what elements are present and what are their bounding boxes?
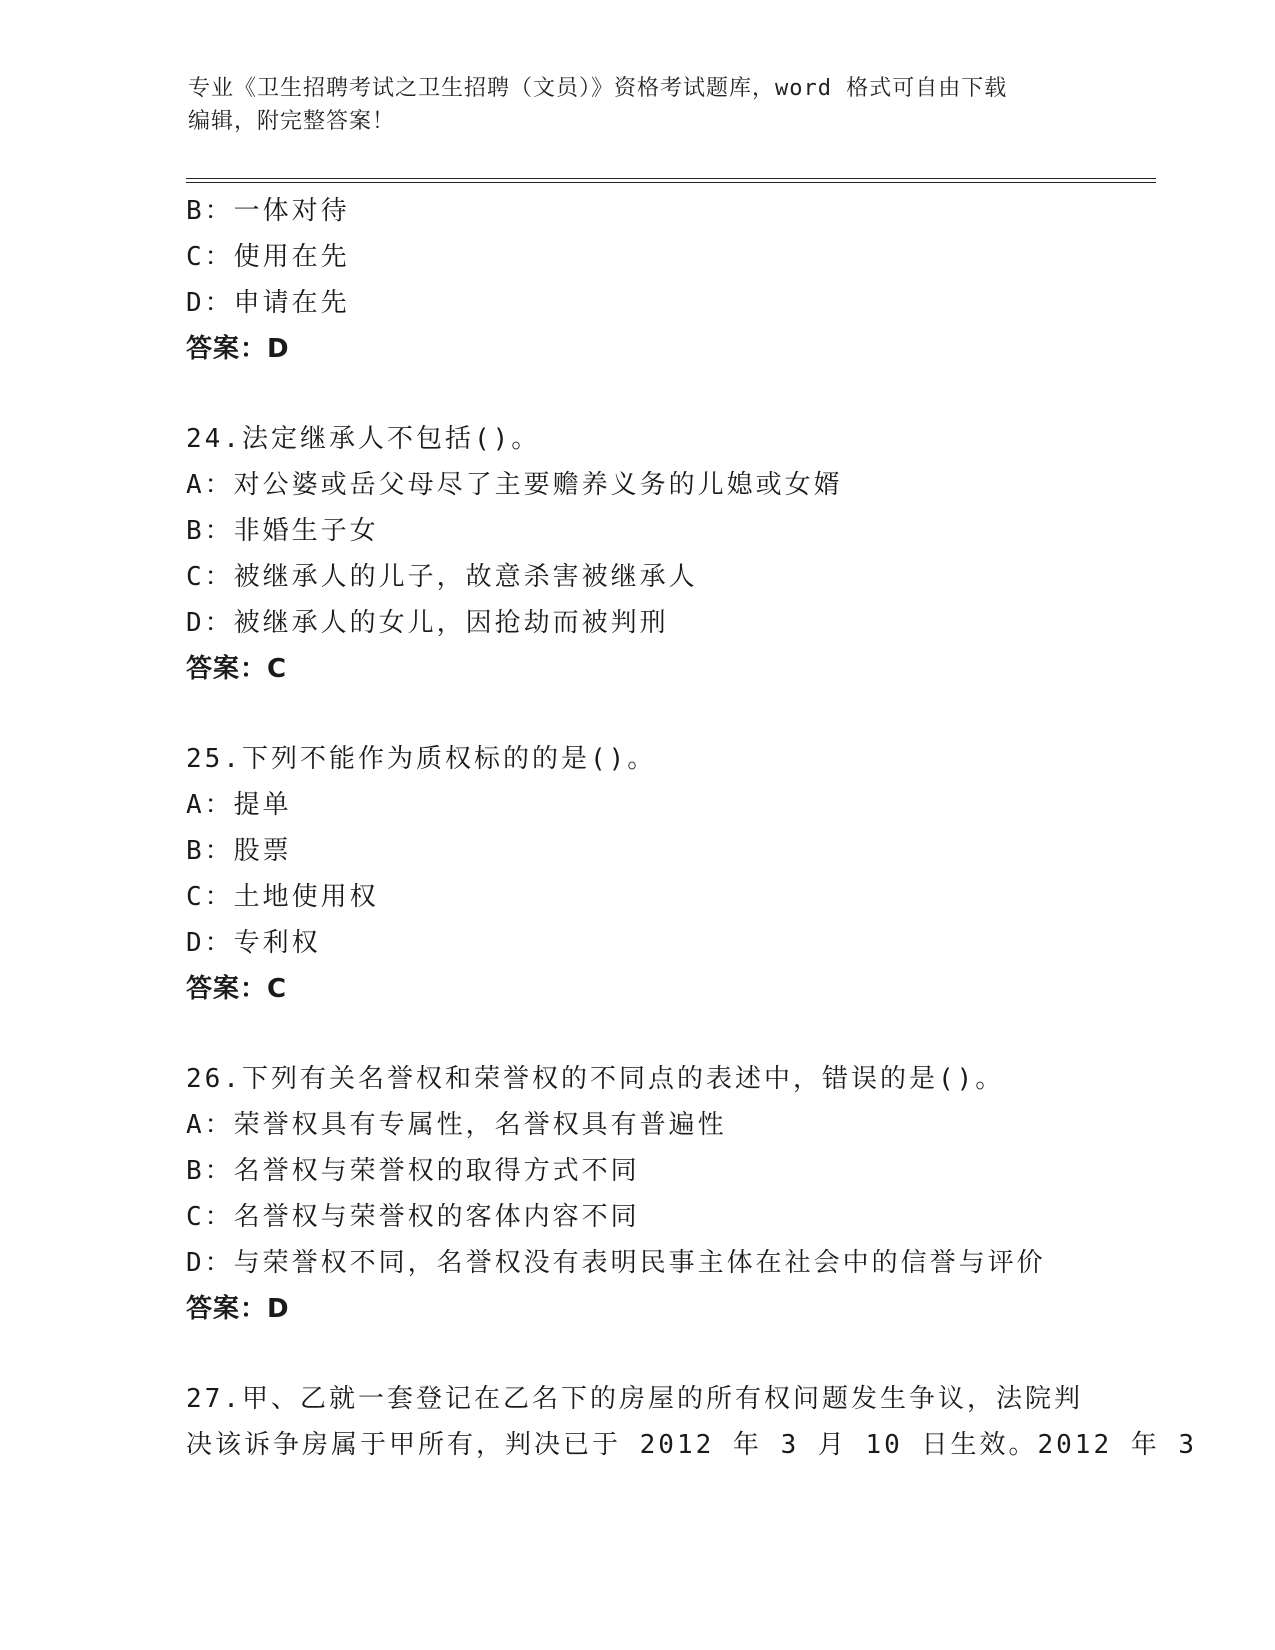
header-divider-second [186,182,1156,183]
question-25 [186,736,1086,1012]
option-d: D：被继承人的女儿，因抢劫而被判刑 [186,608,669,638]
question-24 [186,416,1086,692]
header-text-line2: 编辑，附完整答案！ [188,109,396,134]
answer: 答案：C [186,654,288,684]
option-d: D：申请在先 [186,288,350,318]
question-stem-line1: 27.甲、乙就一套登记在乙名下的房屋的所有权问题发生争议，法院判 [186,1384,1083,1414]
option-d: D：专利权 [186,928,321,958]
question-stem: 26.下列有关名誉权和荣誉权的不同点的表述中，错误的是()。 [186,1064,1005,1094]
question-content [186,188,1198,1468]
option-d: D：与荣誉权不同，名誉权没有表明民事主体在社会中的信誉与评价 [186,1248,1046,1278]
option-a: A：对公婆或岳父母尽了主要赡养义务的儿媳或女婿 [186,470,843,500]
option-c: C：被继承人的儿子，故意杀害被继承人 [186,562,698,592]
option-b: B：一体对待 [186,196,350,226]
answer: 答案：D [186,334,290,364]
header-divider [186,178,1156,179]
option-c: C：名誉权与荣誉权的客体内容不同 [186,1202,640,1232]
option-b: B：非婚生子女 [186,516,379,546]
page-header [188,72,1068,138]
question-stem: 25.下列不能作为质权标的的是()。 [186,744,657,774]
option-b: B：股票 [186,836,292,866]
answer: 答案：D [186,1294,290,1324]
answer: 答案：C [186,974,288,1004]
option-c: C：土地使用权 [186,882,379,912]
option-a: A：提单 [186,790,292,820]
header-text-line1: 专业《卫生招聘考试之卫生招聘（文员）》资格考试题库，word 格式可自由下载 [188,76,1008,101]
question-27 [186,1376,1198,1468]
option-b: B：名誉权与荣誉权的取得方式不同 [186,1156,640,1186]
question-fragment [186,188,1086,372]
option-a: A：荣誉权具有专属性，名誉权具有普遍性 [186,1110,727,1140]
question-stem: 24.法定继承人不包括()。 [186,424,541,454]
question-stem-line2: 决该诉争房属于甲所有，判决已于 2012 年 3 月 10 日生效。2012 年 3 [186,1430,1198,1460]
question-26 [186,1056,1086,1332]
option-c: C：使用在先 [186,242,350,272]
